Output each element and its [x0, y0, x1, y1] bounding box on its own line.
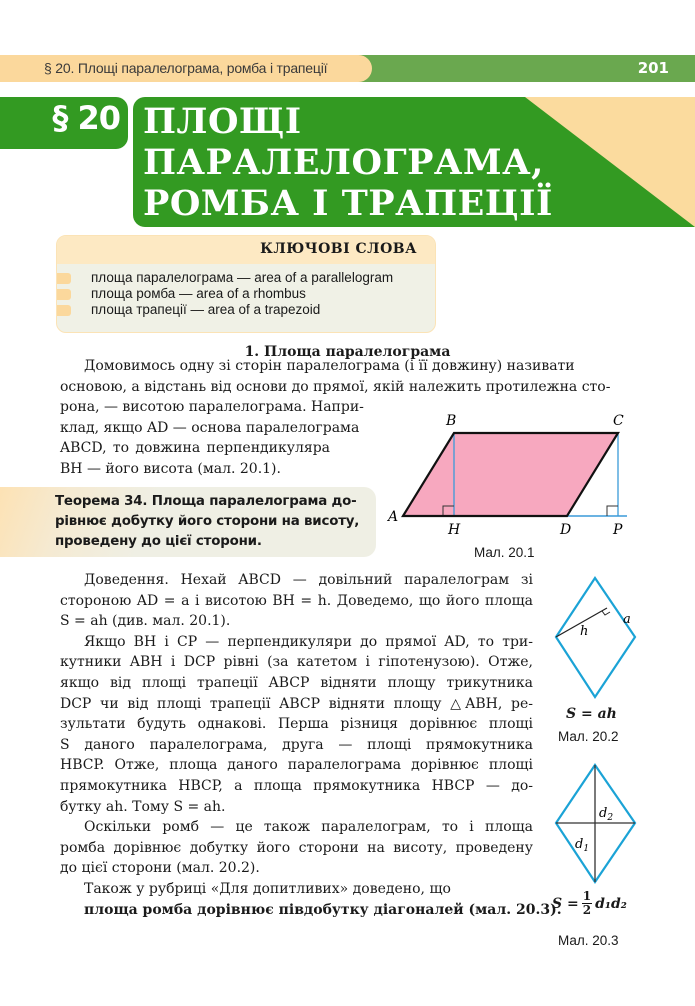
section-heading: 1. Площа паралелограма: [244, 344, 451, 360]
text-line: HBCP. Отже, площа даного паралелограма дорівнює площі: [60, 757, 533, 774]
text-line: Також у рубриці «Для допитливих» доведено, що: [84, 880, 451, 897]
text-line: стороною AD = a і висотою BH = h. Доведемо, що його площа: [60, 592, 533, 609]
bullet-marker: [57, 289, 71, 300]
chapter-title-line: ПЛОЩІ: [143, 101, 302, 142]
chapter-title-line: РОМБА І ТРАПЕЦІЇ: [143, 183, 553, 224]
text-line: зультати будуть однакові. Перша різниця дорівнює площі: [60, 716, 533, 733]
running-header: [0, 55, 695, 82]
text-line: основою, а відстань від основи до прямої, якій належить протилежна сто-: [60, 378, 611, 395]
label-h: H: [448, 522, 461, 535]
key-word-text: площа ромба — area of a rhombus: [91, 286, 306, 301]
label-d1: $d_1$: [575, 837, 590, 854]
theorem-box: [0, 487, 376, 557]
figure-caption: Мал. 20.3: [558, 933, 619, 948]
formula-s-ah: S = ah: [566, 706, 617, 722]
theorem-line: Теорема 34. Площа паралелограма до-: [55, 494, 357, 509]
theorem-line: рівнює добутку його сторони на висоту,: [55, 514, 360, 529]
fraction-numerator: 1: [582, 889, 592, 903]
chapter-title: [143, 101, 553, 224]
text-line: кутники ABH і DCP рівні (за катетом і гіпотенузою). Отже,: [60, 654, 533, 671]
label-d: D: [560, 522, 572, 535]
figure-20-3-rhombus-diagonals: [545, 762, 645, 887]
fraction-half: [582, 890, 592, 917]
chapter-title-banner: [133, 97, 695, 227]
text-line: S = ah (див. мал. 20.1).: [60, 613, 231, 630]
text-line: BH — його висота (мал. 20.1).: [60, 460, 281, 477]
fraction-denominator: 2: [582, 903, 592, 917]
text-line: клад, якщо AD — основа паралелограма: [60, 419, 360, 436]
text-line: бутку ah. Тому S = ah.: [60, 798, 226, 815]
text-line: ABCD, то довжина перпендикуляра: [60, 440, 330, 457]
text-line: Домовимось одну зі сторін паралелограма (і її довжину) називати: [84, 358, 575, 374]
theorem-text: [55, 492, 359, 552]
text-line: якщо від площі трапеції ABCP відняти площу трикутника: [60, 674, 533, 691]
section-number: § 20: [52, 99, 120, 137]
bullet-marker: [57, 273, 71, 284]
theorem-line: проведену до цієї сторони.: [55, 534, 262, 549]
text-line: Якщо BH і CP — перпендикуляри до прямої AD, то три-: [84, 633, 533, 650]
key-word-item: [57, 286, 435, 302]
proof-paragraph: [60, 570, 562, 920]
label-a: a: [623, 612, 631, 627]
figure-caption: Мал. 20.2: [558, 729, 619, 744]
chapter-title-line: ПАРАЛЕЛОГРАМА,: [143, 142, 544, 183]
text-line: прямокутника HBCP, а площа прямокутника HBCP — до-: [60, 777, 533, 794]
text-line: Оскільки ромб — це також паралелограм, то і площа: [84, 819, 533, 836]
page-number: 201: [637, 59, 669, 77]
figure-20-2-rhombus-height: [545, 575, 645, 705]
section-number-badge: [0, 97, 128, 149]
formula-suffix: d₁d₂: [595, 895, 627, 912]
figure-20-1-parallelogram: [380, 405, 640, 535]
key-word-text: площа трапеції — area of a trapezoid: [91, 302, 321, 317]
label-c: C: [613, 413, 624, 429]
text-line: DCP чи від площі трапеції ABCP відняти площу △ABH, ре-: [60, 695, 533, 712]
text-line: до цієї сторони (мал. 20.2).: [60, 860, 260, 877]
label-b: B: [446, 413, 457, 429]
key-words-list: [57, 264, 435, 318]
text-line: S даного паралелограма, друга — площі прямокутника: [60, 736, 533, 753]
formula-prefix: S =: [552, 895, 579, 912]
figure-caption: Мал. 20.1: [474, 545, 535, 560]
formula-half-d1d2: [552, 890, 627, 917]
label-a: A: [388, 509, 399, 525]
key-word-text: площа паралелограма — area of a parallelogram: [91, 270, 394, 285]
label-d2: $d_2$: [599, 806, 614, 823]
text-line: Доведення. Нехай ABCD — довільний паралелограм зі: [84, 572, 533, 588]
text-line: ромба дорівнює добутку його сторони на висоту, проведену: [60, 839, 533, 856]
running-header-title: § 20. Площі паралелограма, ромба і трапеції: [44, 60, 328, 76]
bullet-marker: [57, 305, 71, 316]
key-words-box: [56, 235, 436, 333]
intro-paragraph-cont: [60, 397, 364, 479]
key-word-item: [57, 302, 435, 318]
text-line: рона, — висотою паралелограма. Напри-: [60, 399, 364, 415]
label-h: h: [580, 624, 589, 639]
label-p: P: [613, 522, 623, 535]
key-word-item: [57, 270, 435, 286]
key-words-heading: КЛЮЧОВІ СЛОВА: [57, 236, 435, 264]
intro-paragraph: [60, 356, 611, 397]
running-header-title-tab: [0, 55, 372, 82]
text-line-bold: площа ромба дорівнює півдобутку діагоналей (мал. 20.3).: [84, 901, 562, 918]
